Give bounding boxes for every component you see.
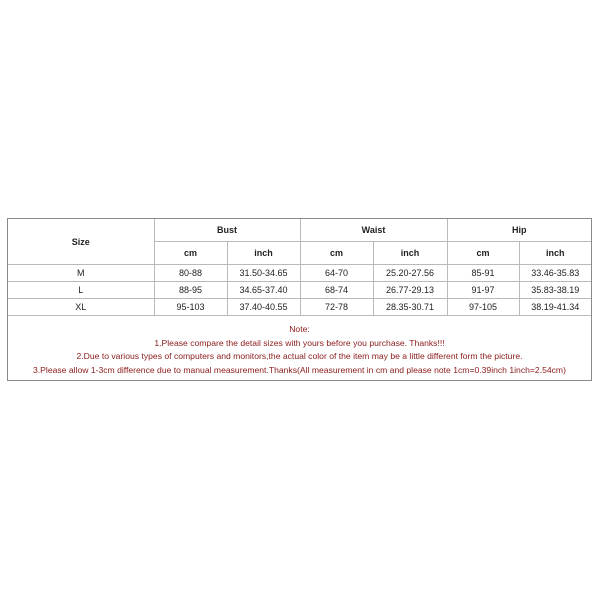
table-cell: 64-70 [300,265,373,282]
size-chart [7,218,592,381]
table-cell: 31.50-34.65 [227,265,300,282]
table-cell: 33.46-35.83 [519,265,591,282]
waist-cm-header: cm [300,242,373,265]
table-cell: 95-103 [154,299,227,316]
table-cell: 35.83-38.19 [519,282,591,299]
table-row [8,265,591,282]
table-cell: 72-78 [300,299,373,316]
size-cell: M [8,265,154,282]
table-cell: 97-105 [447,299,519,316]
table-cell: 34.65-37.40 [227,282,300,299]
table-cell: 26.77-29.13 [373,282,447,299]
table-cell: 88-95 [154,282,227,299]
table-cell: 91-97 [447,282,519,299]
note-title: Note: [289,324,310,334]
table-cell: 38.19-41.34 [519,299,591,316]
bust-header: Bust [154,219,300,242]
table-cell: 37.40-40.55 [227,299,300,316]
table-cell: 28.35-30.71 [373,299,447,316]
size-header: Size [8,219,154,265]
hip-cm-header: cm [447,242,519,265]
table-cell: 25.20-27.56 [373,265,447,282]
bust-inch-header: inch [227,242,300,265]
waist-inch-header: inch [373,242,447,265]
notes-section [8,323,591,377]
table-cell: 80-88 [154,265,227,282]
hip-inch-header: inch [519,242,591,265]
bust-cm-header: cm [154,242,227,265]
waist-header: Waist [300,219,447,242]
size-cell: XL [8,299,154,316]
hip-header: Hip [447,219,591,242]
table-row [8,299,591,316]
table-cell: 85-91 [447,265,519,282]
size-table [8,219,591,316]
note-line-1: 1.Please compare the detail sizes with yours before you purchase. Thanks!!! [154,337,445,348]
note-line-3: 3.Please allow 1-3cm difference due to manual measurement.Thanks(All measurement in cm and please note 1cm=0.39inch 1inch=2.54cm) [33,364,566,375]
table-row [8,282,591,299]
size-cell: L [8,282,154,299]
table-cell: 68-74 [300,282,373,299]
note-line-2: 2.Due to various types of computers and monitors,the actual color of the item may be a little different form the picture. [76,351,523,361]
